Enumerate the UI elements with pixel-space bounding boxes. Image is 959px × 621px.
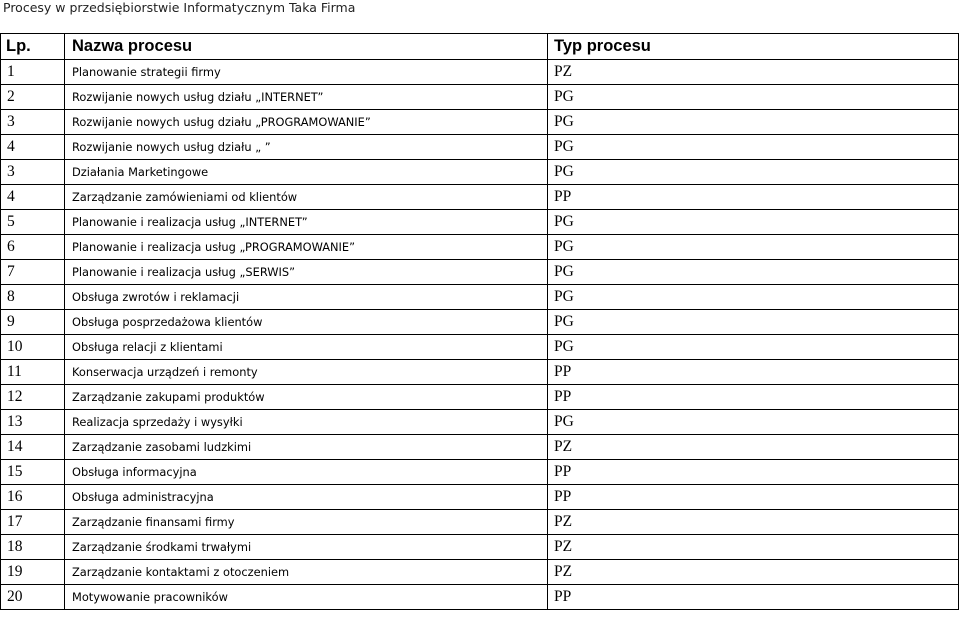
process-type-cell: PG xyxy=(548,110,959,135)
table-body xyxy=(1,60,959,610)
process-type-cell: PG xyxy=(548,160,959,185)
process-name-cell: Zarządzanie środkami trwałymi xyxy=(65,535,548,560)
process-name-cell: Zarządzanie zasobami ludzkimi xyxy=(65,435,548,460)
process-name-cell: Planowanie strategii firmy xyxy=(65,60,548,85)
process-name-cell: Zarządzanie zakupami produktów xyxy=(65,385,548,410)
table-row xyxy=(1,260,959,285)
row-number: 4 xyxy=(1,135,65,160)
table-row xyxy=(1,185,959,210)
process-type-cell: PG xyxy=(548,410,959,435)
process-name-cell: Rozwijanie nowych usług działu „INTERNET” xyxy=(65,85,548,110)
table-row xyxy=(1,160,959,185)
table-row xyxy=(1,135,959,160)
row-number: 11 xyxy=(1,360,65,385)
process-type-cell: PP xyxy=(548,585,959,610)
table-row xyxy=(1,410,959,435)
process-type-cell: PP xyxy=(548,185,959,210)
row-number: 5 xyxy=(1,210,65,235)
process-type-cell: PG xyxy=(548,285,959,310)
process-name-cell: Obsługa zwrotów i reklamacji xyxy=(65,285,548,310)
table-row xyxy=(1,235,959,260)
process-name-cell: Planowanie i realizacja usług „INTERNET” xyxy=(65,210,548,235)
process-type-cell: PZ xyxy=(548,560,959,585)
row-number: 9 xyxy=(1,310,65,335)
process-name-cell: Obsługa administracyjna xyxy=(65,485,548,510)
table-row xyxy=(1,535,959,560)
row-number: 10 xyxy=(1,335,65,360)
process-name-cell: Działania Marketingowe xyxy=(65,160,548,185)
table-row xyxy=(1,60,959,85)
header-process-name: Nazwa procesu xyxy=(65,34,548,60)
process-name-cell: Planowanie i realizacja usług „PROGRAMOWANIE” xyxy=(65,235,548,260)
row-number: 17 xyxy=(1,510,65,535)
header-lp: Lp. xyxy=(1,34,65,60)
process-name-cell: Zarządzanie kontaktami z otoczeniem xyxy=(65,560,548,585)
table-row xyxy=(1,560,959,585)
row-number: 16 xyxy=(1,485,65,510)
process-type-cell: PZ xyxy=(548,535,959,560)
table-row xyxy=(1,385,959,410)
process-name-cell: Obsługa informacyjna xyxy=(65,460,548,485)
row-number: 12 xyxy=(1,385,65,410)
row-number: 18 xyxy=(1,535,65,560)
table-row xyxy=(1,110,959,135)
process-type-cell: PP xyxy=(548,385,959,410)
table-row xyxy=(1,435,959,460)
table-row xyxy=(1,485,959,510)
process-name-cell: Motywowanie pracowników xyxy=(65,585,548,610)
process-table xyxy=(0,33,959,610)
process-name-cell: Konserwacja urządzeń i remonty xyxy=(65,360,548,385)
process-name-cell: Planowanie i realizacja usług „SERWIS” xyxy=(65,260,548,285)
process-type-cell: PZ xyxy=(548,510,959,535)
row-number: 14 xyxy=(1,435,65,460)
table-row xyxy=(1,85,959,110)
table-row xyxy=(1,360,959,385)
process-type-cell: PG xyxy=(548,260,959,285)
row-number: 7 xyxy=(1,260,65,285)
table-row xyxy=(1,510,959,535)
table-row xyxy=(1,310,959,335)
row-number: 2 xyxy=(1,85,65,110)
row-number: 1 xyxy=(1,60,65,85)
process-type-cell: PG xyxy=(548,135,959,160)
process-type-cell: PG xyxy=(548,335,959,360)
row-number: 19 xyxy=(1,560,65,585)
process-name-cell: Rozwijanie nowych usług działu „ ” xyxy=(65,135,548,160)
table-row xyxy=(1,585,959,610)
process-name-cell: Zarządzanie finansami firmy xyxy=(65,510,548,535)
table-row xyxy=(1,335,959,360)
row-number: 6 xyxy=(1,235,65,260)
process-type-cell: PP xyxy=(548,360,959,385)
process-type-cell: PZ xyxy=(548,435,959,460)
process-name-cell: Obsługa posprzedażowa klientów xyxy=(65,310,548,335)
process-type-cell: PG xyxy=(548,310,959,335)
process-type-cell: PP xyxy=(548,460,959,485)
header-process-type: Typ procesu xyxy=(548,34,959,60)
row-number: 8 xyxy=(1,285,65,310)
row-number: 20 xyxy=(1,585,65,610)
process-type-cell: PZ xyxy=(548,60,959,85)
process-type-cell: PP xyxy=(548,485,959,510)
row-number: 3 xyxy=(1,160,65,185)
process-type-cell: PG xyxy=(548,85,959,110)
process-type-cell: PG xyxy=(548,210,959,235)
process-type-cell: PG xyxy=(548,235,959,260)
table-row xyxy=(1,460,959,485)
process-name-cell: Rozwijanie nowych usług działu „PROGRAMOWANIE” xyxy=(65,110,548,135)
table-row xyxy=(1,285,959,310)
process-name-cell: Realizacja sprzedaży i wysyłki xyxy=(65,410,548,435)
row-number: 15 xyxy=(1,460,65,485)
process-name-cell: Obsługa relacji z klientami xyxy=(65,335,548,360)
process-name-cell: Zarządzanie zamówieniami od klientów xyxy=(65,185,548,210)
row-number: 3 xyxy=(1,110,65,135)
table-header-row xyxy=(1,34,959,60)
table-row xyxy=(1,210,959,235)
row-number: 4 xyxy=(1,185,65,210)
document-title: Procesy w przedsiębiorstwie Informatycznym Taka Firma xyxy=(3,0,356,15)
row-number: 13 xyxy=(1,410,65,435)
